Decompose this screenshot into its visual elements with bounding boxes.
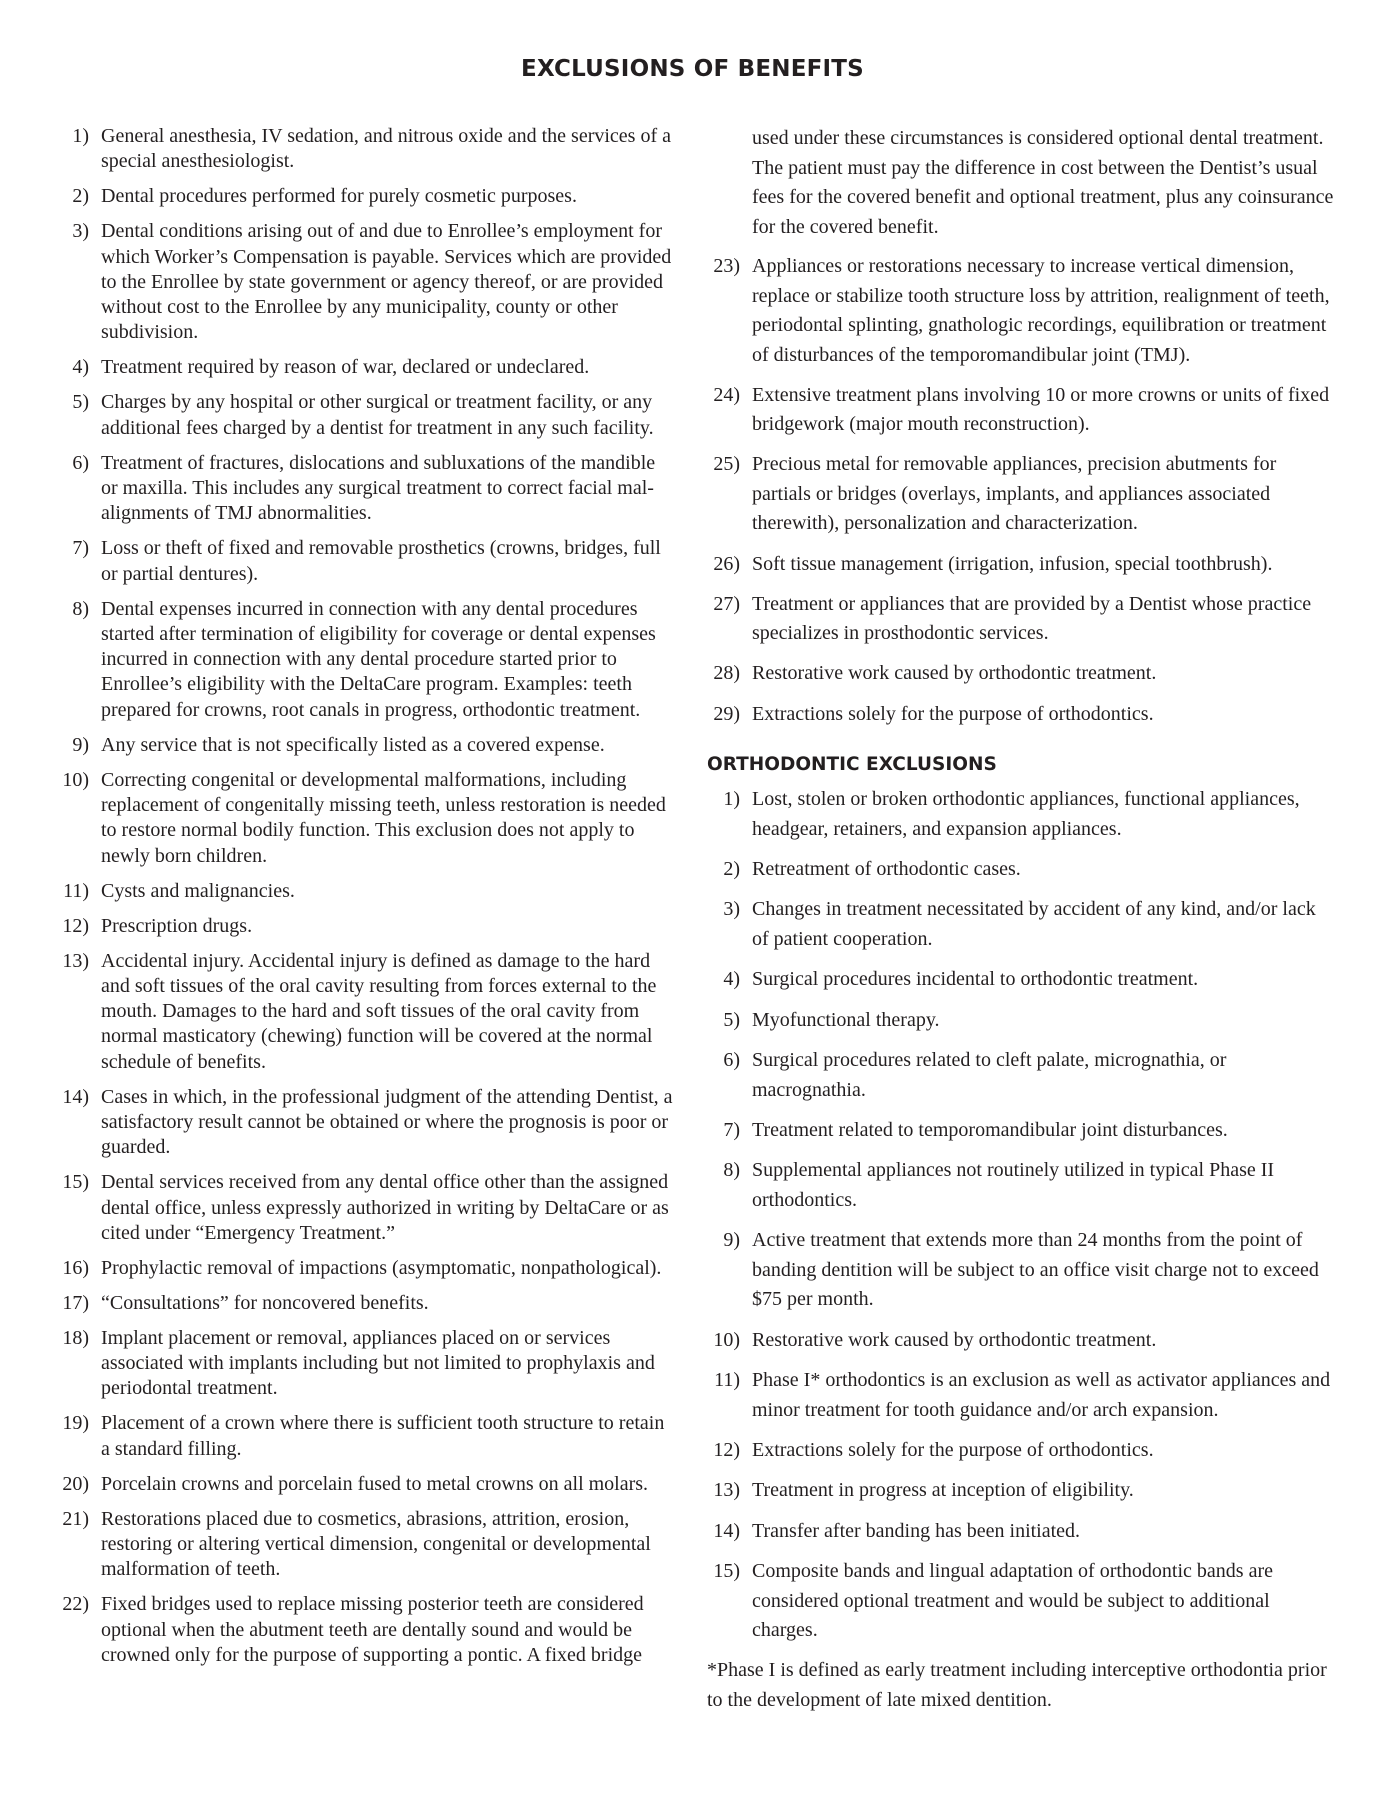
list-item xyxy=(56,390,676,441)
item-text: Phase I* orthodontics is an exclusion as well as activator appliances and minor treatment for tooth guidance and/or arch expansion. xyxy=(752,1369,1331,1421)
list-item xyxy=(56,536,676,587)
list-item xyxy=(707,659,1337,689)
item-number: 24) xyxy=(713,383,740,406)
list-item xyxy=(707,785,1337,844)
exclusions-list-continued xyxy=(707,252,1337,729)
item-number: 15) xyxy=(713,1560,740,1583)
item-number: 17) xyxy=(62,1291,89,1314)
item-number: 12) xyxy=(62,914,89,937)
list-item xyxy=(56,451,676,527)
list-item xyxy=(707,590,1337,649)
item-text: Myofunctional therapy. xyxy=(752,1008,940,1031)
item-text: Treatment or appliances that are provided by a Dentist whose practice specializes in prosthodontic services. xyxy=(752,592,1312,645)
item-number: 7) xyxy=(723,1118,740,1141)
item-number: 26) xyxy=(713,552,740,575)
list-item xyxy=(56,1256,676,1281)
list-item xyxy=(707,1116,1337,1146)
right-column xyxy=(707,124,1337,1715)
list-item xyxy=(707,1226,1337,1315)
list-item xyxy=(56,219,676,345)
item-text: Lost, stolen or broken orthodontic appliances, functional appliances, headgear, retainers, and expansion appliances. xyxy=(752,788,1300,840)
list-item xyxy=(56,597,676,723)
item-number: 8) xyxy=(72,597,89,620)
item-text: “Consultations” for noncovered benefits. xyxy=(101,1291,429,1314)
left-column xyxy=(56,124,676,1678)
list-item xyxy=(56,184,676,209)
item-text: Cysts and malignancies. xyxy=(101,879,295,902)
list-item xyxy=(707,700,1337,730)
item-text: Charges by any hospital or other surgical or treatment facility, or any additional fees charged by a dentist for treatment in any such facility. xyxy=(101,391,654,439)
list-item xyxy=(707,1366,1337,1425)
item-text: Implant placement or removal, appliances placed on or services associated with implants including but not limited to prophylaxis and periodontal treatment. xyxy=(101,1326,655,1400)
list-item xyxy=(56,1085,676,1161)
list-item xyxy=(707,1557,1337,1646)
list-item xyxy=(56,1507,676,1583)
item-number: 25) xyxy=(713,453,740,476)
item-text: Restorative work caused by orthodontic treatment. xyxy=(752,662,1157,685)
item-number: 20) xyxy=(62,1472,89,1495)
list-item xyxy=(56,124,676,175)
item-number: 13) xyxy=(62,949,89,972)
item-text: Any service that is not specifically listed as a covered expense. xyxy=(101,733,605,756)
item-text: Supplemental appliances not routinely utilized in typical Phase II orthodontics. xyxy=(752,1159,1275,1211)
item-number: 3) xyxy=(723,898,740,921)
list-item xyxy=(707,1006,1337,1036)
item-number: 7) xyxy=(72,537,89,560)
item-number: 1) xyxy=(723,788,740,811)
item-number: 5) xyxy=(72,391,89,414)
list-item xyxy=(707,450,1337,539)
list-item xyxy=(56,1592,676,1668)
item-text: Accidental injury. Accidental injury is defined as damage to the hard and soft tissues of the oral cavity resulting from forces external to the mouth. Damages to the hard and soft tissues of the oral cavity from normal masticatory (chewing) function will be covered at the normal schedule of benefits. xyxy=(101,949,657,1073)
item-number: 5) xyxy=(723,1008,740,1031)
item-text: Porcelain crowns and porcelain fused to metal crowns on all molars. xyxy=(101,1472,649,1495)
item-number: 18) xyxy=(62,1326,89,1349)
list-item xyxy=(707,1326,1337,1356)
list-item xyxy=(56,355,676,380)
item-number: 10) xyxy=(62,768,89,791)
list-item xyxy=(707,1436,1337,1466)
item-number: 6) xyxy=(72,451,89,474)
item-text: Loss or theft of fixed and removable prosthetics (crowns, bridges, full or partial dentures). xyxy=(101,537,661,585)
item-text: Dental procedures performed for purely cosmetic purposes. xyxy=(101,185,577,208)
orthodontic-exclusions-list xyxy=(707,785,1337,1645)
list-item xyxy=(707,1476,1337,1506)
item-text: Treatment related to temporomandibular joint disturbances. xyxy=(752,1118,1228,1141)
item-number: 19) xyxy=(62,1412,89,1435)
item-text: Changes in treatment necessitated by accident of any kind, and/or lack of patient cooperation. xyxy=(752,898,1316,950)
exclusions-list xyxy=(56,124,676,1668)
item-text: Soft tissue management (irrigation, infusion, special toothbrush). xyxy=(752,552,1273,575)
item-number: 2) xyxy=(723,858,740,881)
list-item xyxy=(707,855,1337,885)
item-number: 12) xyxy=(713,1438,740,1461)
item-text: Treatment of fractures, dislocations and subluxations of the mandible or maxilla. This includes any surgical treatment to correct facial mal-alignments of TMJ abnormalities. xyxy=(101,451,656,525)
list-item xyxy=(56,914,676,939)
list-item xyxy=(56,1326,676,1402)
list-item xyxy=(707,381,1337,440)
item-number: 27) xyxy=(713,592,740,615)
item-text: Extractions solely for the purpose of orthodontics. xyxy=(752,702,1154,725)
item-number: 15) xyxy=(62,1171,89,1194)
item-text: Surgical procedures related to cleft palate, micrognathia, or macrognathia. xyxy=(752,1049,1227,1101)
orthodontic-exclusions-heading: ORTHODONTIC EXCLUSIONS xyxy=(707,754,997,776)
item-text: Placement of a crown where there is sufficient tooth structure to retain a standard filling. xyxy=(101,1412,665,1460)
item-number: 22) xyxy=(62,1593,89,1616)
item-number: 9) xyxy=(72,733,89,756)
item-text: Extractions solely for the purpose of orthodontics. xyxy=(752,1438,1154,1461)
item-number: 4) xyxy=(723,968,740,991)
item-text: Cases in which, in the professional judgment of the attending Dentist, a satisfactory result cannot be obtained or where the prognosis is poor or guarded. xyxy=(101,1085,673,1159)
item-number: 11) xyxy=(63,879,89,902)
item-text: Fixed bridges used to replace missing posterior teeth are considered optional when the abutment teeth are dentally sound and would be crowned only for the purpose of supporting a pontic. A fixed bridge xyxy=(101,1593,644,1666)
item-text: Extensive treatment plans involving 10 or more crowns or units of fixed bridgework (major mouth reconstruction). xyxy=(752,383,1330,436)
item-number: 11) xyxy=(714,1369,740,1392)
item-text: Treatment required by reason of war, declared or undeclared. xyxy=(101,356,590,379)
footnote: *Phase I is defined as early treatment including interceptive orthodontia prior to the development of late mixed dentition. xyxy=(707,1659,1327,1711)
item-text: Surgical procedures incidental to orthodontic treatment. xyxy=(752,968,1199,991)
item-number: 4) xyxy=(72,356,89,379)
list-item xyxy=(56,879,676,904)
item-number: 16) xyxy=(62,1256,89,1279)
item-number: 23) xyxy=(713,255,740,277)
list-item xyxy=(707,965,1337,995)
item-text: Active treatment that extends more than 24 months from the point of banding dentition will be subject to an office visit charge not to exceed $75 per month. xyxy=(752,1229,1319,1311)
item-text: Composite bands and lingual adaptation of orthodontic bands are considered optional treatment and would be subject to additional charges. xyxy=(752,1560,1273,1642)
item-text: Correcting congenital or developmental malformations, including replacement of congenitally missing teeth, unless restoration is needed to restore normal bodily function. This exclusion does not apply to newly born children. xyxy=(101,768,666,867)
item-22-continuation: used under these circumstances is considered optional dental treatment. The patient must pay the difference in cost between the Dentist’s usual fees for the covered benefit and optional treatment, plus any coinsurance for the covered benefit. xyxy=(752,127,1334,238)
item-number: 6) xyxy=(723,1049,740,1072)
item-text: Restorative work caused by orthodontic treatment. xyxy=(752,1328,1157,1351)
item-number: 29) xyxy=(713,702,740,725)
list-item xyxy=(56,949,676,1075)
list-item xyxy=(56,1472,676,1497)
list-item xyxy=(56,1170,676,1246)
item-text: Prophylactic removal of impactions (asymptomatic, nonpathological). xyxy=(101,1256,662,1279)
item-number: 9) xyxy=(723,1229,740,1252)
page-title: EXCLUSIONS OF BENEFITS xyxy=(521,56,864,82)
item-number: 2) xyxy=(72,185,89,208)
item-text: Appliances or restorations necessary to increase vertical dimension, replace or stabilize tooth structure loss by attrition, realignment of teeth, periodontal splinting, gnathologic recordings, equilibration or treatment of disturbances of the temporomandibular joint (TMJ). xyxy=(752,255,1330,366)
list-item xyxy=(56,1411,676,1462)
item-text: Transfer after banding has been initiated. xyxy=(752,1519,1081,1542)
item-text: Restorations placed due to cosmetics, abrasions, attrition, erosion, restoring or altering vertical dimension, congenital or developmental malformation of teeth. xyxy=(101,1507,651,1581)
item-number: 3) xyxy=(72,220,89,243)
item-text: Dental expenses incurred in connection with any dental procedures started after termination of eligibility for coverage or dental expenses incurred in connection with any dental procedure started prior to Enrollee’s eligibility with the DeltaCare program. Examples: teeth prepared for crowns, root canals in progress, orthodontic treatment. xyxy=(101,597,656,721)
item-text: Precious metal for removable appliances, precision abutments for partials or bridges (overlays, implants, and appliances associated therewith), personalization and characterization. xyxy=(752,453,1277,535)
item-number: 14) xyxy=(62,1085,89,1108)
item-number: 14) xyxy=(713,1519,740,1542)
item-number: 1) xyxy=(72,125,89,147)
item-number: 13) xyxy=(713,1479,740,1502)
item-number: 28) xyxy=(713,662,740,685)
item-number: 21) xyxy=(62,1507,89,1530)
list-item xyxy=(56,1291,676,1316)
list-item xyxy=(707,1517,1337,1547)
item-text: Treatment in progress at inception of eligibility. xyxy=(752,1479,1134,1502)
item-number: 8) xyxy=(723,1159,740,1182)
list-item xyxy=(56,768,676,869)
list-item xyxy=(707,1156,1337,1215)
item-text: General anesthesia, IV sedation, and nitrous oxide and the services of a special anesthesiologist. xyxy=(101,125,671,173)
item-text: Retreatment of orthodontic cases. xyxy=(752,858,1021,881)
list-item xyxy=(707,252,1337,370)
list-item xyxy=(707,550,1337,580)
item-text: Dental conditions arising out of and due to Enrollee’s employment for which Worker’s Compensation is payable. Services which are provided to the Enrollee by state government or agency thereof, or are provided without cost to the Enrollee by any municipality, county or other subdivision. xyxy=(101,220,672,344)
list-item xyxy=(56,733,676,758)
item-text: Prescription drugs. xyxy=(101,914,253,937)
item-text: Dental services received from any dental office other than the assigned dental office, unless expressly authorized in writing by DeltaCare or as cited under “Emergency Treatment.” xyxy=(101,1171,669,1244)
list-item xyxy=(707,895,1337,954)
list-item xyxy=(707,1046,1337,1105)
item-number: 10) xyxy=(713,1328,740,1351)
